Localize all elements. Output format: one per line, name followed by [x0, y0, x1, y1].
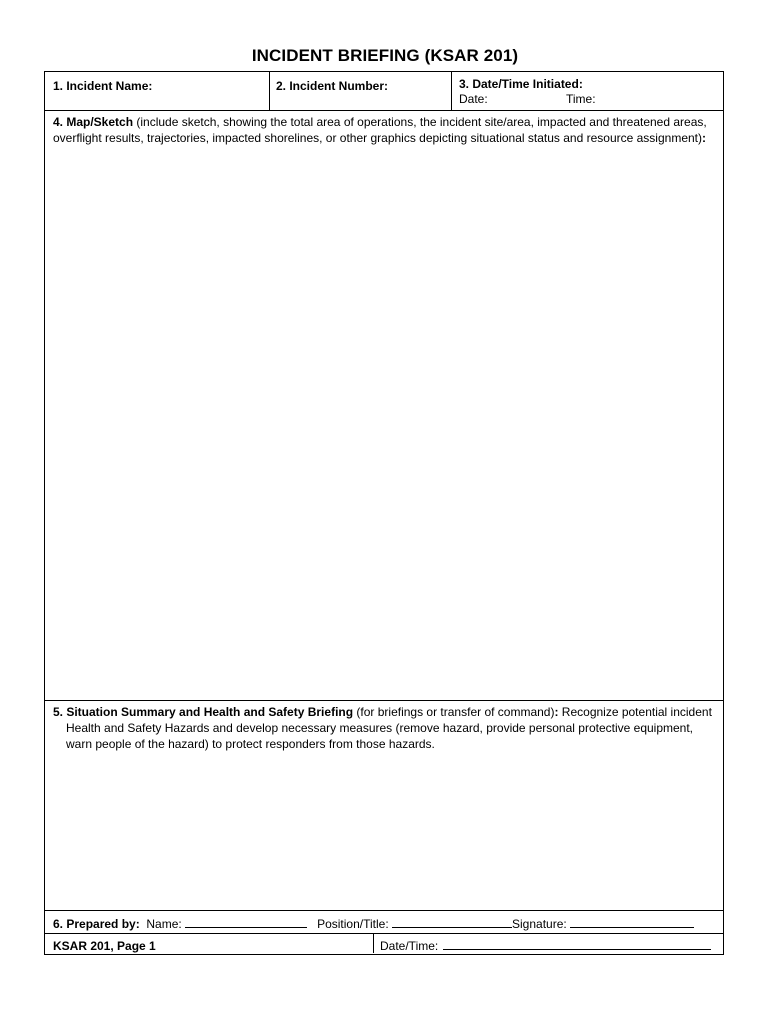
prepared-by-line: [53, 915, 723, 932]
situation-summary-instructions: [53, 704, 713, 752]
footer-datetime-label: Date/Time:: [380, 939, 439, 953]
incident-name-label: 1. Incident Name:: [53, 79, 153, 93]
date-time-line: [459, 92, 722, 106]
map-sketch-colon: :: [702, 131, 706, 145]
prepared-by-label: 6. Prepared by:: [53, 917, 140, 931]
incident-briefing-form: [44, 71, 724, 955]
form-title: INCIDENT BRIEFING (KSAR 201): [251, 46, 519, 65]
datetime-initiated-field[interactable]: [451, 72, 722, 110]
situation-summary-section[interactable]: [45, 700, 723, 910]
incident-name-field[interactable]: [45, 72, 269, 110]
incident-number-field[interactable]: [269, 72, 451, 110]
map-sketch-section[interactable]: [45, 110, 723, 700]
footer-row: [45, 933, 723, 953]
prepared-by-row: [45, 910, 723, 933]
time-label: Time:: [566, 92, 596, 106]
signature-label: Signature:: [512, 917, 567, 931]
position-title-label: Position/Title:: [317, 917, 389, 931]
map-sketch-description: (include sketch, showing the total area of operations, the incident site/area, impacted and threatened areas, overflight results, trajectories, impacted shorelines, or other graphics depicting situational status and resource assignment): [53, 115, 707, 145]
map-sketch-label: 4. Map/Sketch: [53, 115, 134, 129]
situation-summary-colon: :: [554, 705, 559, 719]
footer-datetime-cell: [373, 934, 722, 953]
incident-number-label: 2. Incident Number:: [276, 79, 389, 93]
signature-field[interactable]: [570, 915, 694, 928]
situation-summary-description: Recognize potential incident Health and Safety Hazards and develop necessary measures (remove hazard, provide personal protective equipment, warn people of the hazard) to protect responders from those hazards.: [66, 705, 712, 751]
page-cell: [45, 934, 373, 953]
situation-summary-paren: (for briefings or transfer of command): [353, 705, 555, 719]
header-row: [45, 72, 723, 110]
datetime-initiated-label: 3. Date/Time Initiated:: [459, 77, 583, 91]
name-field[interactable]: [185, 915, 307, 928]
name-label: Name:: [146, 917, 182, 931]
date-label: Date:: [459, 92, 488, 106]
map-sketch-instructions: [53, 114, 713, 146]
page-label: KSAR 201, Page 1: [53, 939, 156, 953]
position-title-field[interactable]: [392, 915, 512, 928]
footer-datetime-field[interactable]: [443, 937, 711, 950]
situation-summary-label: 5. Situation Summary and Health and Safety Briefing: [53, 705, 354, 719]
